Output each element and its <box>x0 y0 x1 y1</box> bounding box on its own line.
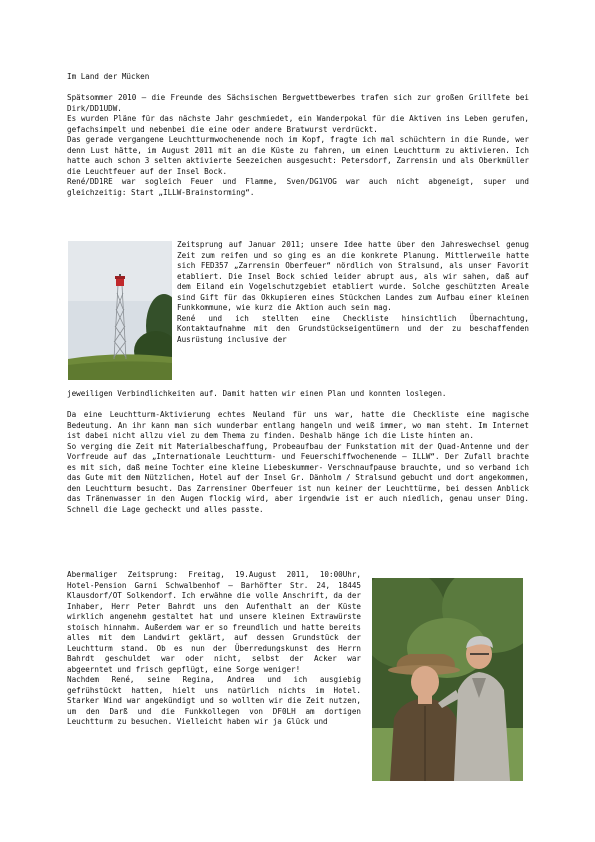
two-men-photo <box>372 578 523 781</box>
intro-section <box>67 93 529 198</box>
paragraph: So verging die Zeit mit Materialbeschaffung, Probeaufbau der Funkstation mit der Quad-Antenne und der Vorfreude auf das „Internationale Leuchtturm- und Feuerschiffwochenende – ILLW“. Der Zufall brachte es mit sich, daß meine Tochter eine kleine Liebeskummer- Verschnaufpause brauchte, und so verband ich das Gute mit dem Nützlichen, Hotel auf der Insel Gr. Dänholm / Stralsund gebucht und dort angekommen, den Leuchtturm besucht. Das Zarrensiner Oberfeuer ist nun keiner der Leuchttürme, bei dessen Anblick das Tränenwasser in den Augen flockig wird, aber irgendwie ist er auch niedlich, genau unser Ding. Schnell die Lage gecheckt und alles passte. <box>67 441 529 514</box>
page-title: Im Land der Mücken <box>67 72 150 81</box>
paragraph: Zeitsprung auf Januar 2011; unsere Idee hatte über den Jahreswechsel genug Zeit zum reifen und so ging es an die konkrete Planung. Mittlerweile hatte sich FED357 „Zarrensin Oberfeuer“ nördlich von Stralsund, als unser Favorit etabliert. Die Insel Bock schied leider abrupt aus, als wir sahen, daß auf dem Eiland ein Vogelschutzgebiet etabliert wurde. Solche geschützten Areale sind Gift für das Okkupieren eines Stückchen Landes zum Aufbau einer kleinen Funkkommune, wie kurz die Aktion auch sein mag. <box>177 240 529 312</box>
paragraph: Abermaliger Zeitsprung: Freitag, 19.August 2011, 10:00Uhr, Hotel-Pension Garni Schwalbenhof – Barhöfter Str. 24, 18445 Klausdorf/OT Solkendorf. Ich erwähne die volle Anschrift, da der Inhaber, Herr Peter Bahrdt uns den Aufenthalt an der Küste wirklich angenehm gestaltet hat und unsere kleinen Extrawürste stoisch hinnahm. Außerdem war er so freundlich und hatte bereits alles mit dem Landwirt geklärt, auf dessen Grundstück der Leuchtturm stand. Ob es nun der Überredungskunst des Herrn Bahrdt geschuldet war oder nicht, selbst der Acker war abgeerntet und frisch gepflügt, eine Sorge weniger! <box>67 570 361 674</box>
paragraph: Da eine Leuchtturm-Aktivierung echtes Neuland für uns war, hatte die Checkliste eine magische Bedeutung. An ihr kann man sich wunderbar entlang hangeln und weiß immer, wo man steht. Im Internet ist dabei nicht allzu viel zu dem Thema zu finden. Deshalb hänge ich die Liste hinten an. <box>67 410 529 440</box>
preparation-section <box>67 410 529 515</box>
paragraph: Das gerade vergangene Leuchtturmwochenende noch im Kopf, fragte ich mal schüchtern in die Runde, wer denn Lust hätte, im August 2011 mit an die Küste zu fahren, um einen Leuchtturm zu aktivieren. Ich hatte auch schon 3 selten aktivierte Seezeichen ausgesucht: Petersdorf, Zarrensin und als Oberkmüller die Leuchtfeuer auf der Insel Bock. <box>67 135 529 176</box>
paragraph: René und ich stellten eine Checkliste hinsichtlich Übernachtung, Kontaktaufnahme mit den Grundstückseigentümern und der zu beschaffenden Ausrüstung inclusive der <box>177 313 529 344</box>
arrival-section <box>67 570 361 728</box>
paragraph: René/DD1RE war sogleich Feuer und Flamme, Sven/DG1VOG war auch nicht abgeneigt, super und gleichzeitig: Start „ILLW-Brainstorming“. <box>67 177 529 197</box>
people-image <box>372 578 523 781</box>
lighthouse-image <box>68 241 172 380</box>
paragraph: Es wurden Pläne für das nächste Jahr geschmiedet, ein Wanderpokal für die Aktiven ins Leben gerufen, gefachsimpelt und nebenbei die eine oder andere Bratwurst verdrückt. <box>67 114 529 134</box>
paragraph: Spätsommer 2010 – die Freunde des Sächsischen Bergwettbewerbes trafen sich zur großen Grillfete bei Dirk/DD1UDW. <box>67 93 529 113</box>
paragraph: Nachdem René, seine Regina, Andrea und ich ausgiebig gefrühstückt hatten, hielt uns natürlich nichts im Hotel. Starker Wind war angekündigt und so wollten wir die Zeit nutzen, um den Darß und die Funkkollegen von DF0LH am dortigen Leuchtturm zu besuchen. Vielleicht haben wir ja Glück und <box>67 675 361 726</box>
planning-continuation <box>67 389 529 400</box>
paragraph: jeweiligen Verbindlichkeiten auf. Damit hatten wir einen Plan und konnten loslegen. <box>67 389 447 398</box>
lighthouse-photo <box>68 241 172 380</box>
planning-section <box>177 240 529 345</box>
